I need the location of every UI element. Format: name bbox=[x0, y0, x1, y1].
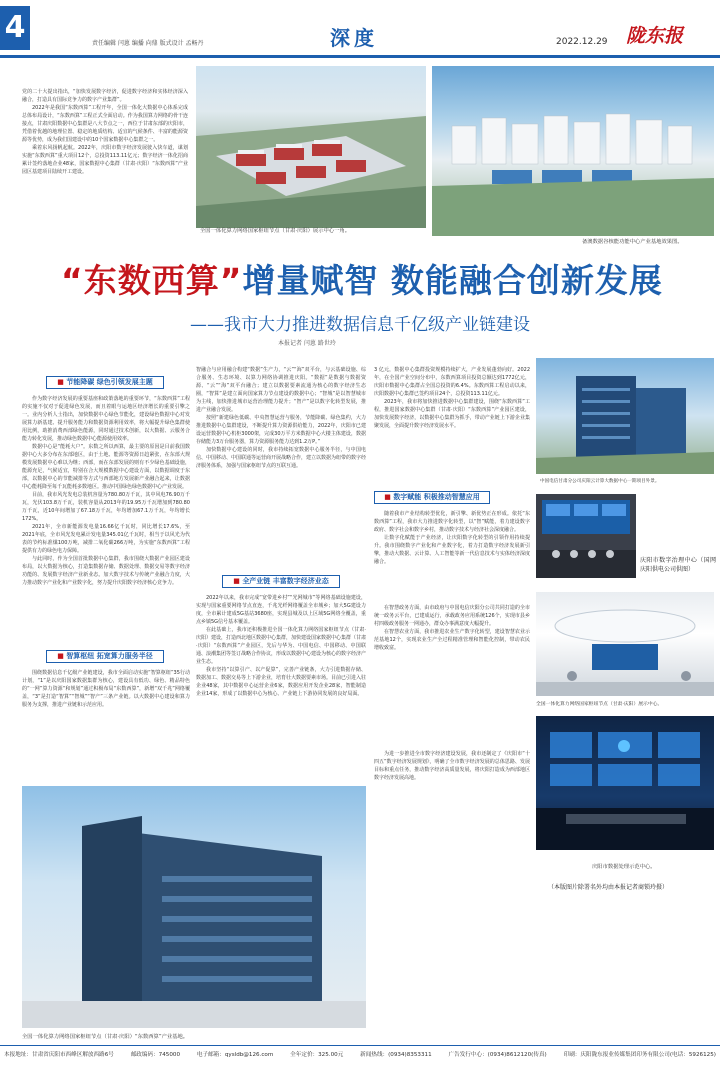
footer-hotline: 新闻热线：(0934)8353311 bbox=[360, 1052, 432, 1058]
col2-para-2: 按照“新建绿色低碳、中央智慧运营与服务，节能降碳、绿色集约，大力推进数据中心集群建设，不断提升算力资源供给能力，2022年，庆阳市已建设运营数据中心机柜3000架，完成30万平方米数据中心大楼主体建设，数据存储能力3万台服务器，算力资源服务能力达到1.2万P。” bbox=[196, 415, 366, 445]
col3-para-7: 为进一步推进全市数字经济建设发展，我市还制定了《庆阳市“十四五”数字经济发展规划》，明确了全市数字经济发展的总体思路、发展目标和重点任务，推动数字经济高质量发展，将庆阳打造成为西部地区数字经济发展高地。 bbox=[374, 751, 530, 781]
col3-para-5: 在智慧政务方面，由市政府与中国电信庆阳分公司共同打造的全市统一政务云平台，已建成运行，承载政务应用系统126个，实现市县乡村四级政务服务一网通办，群众办事满意度大幅提升。 bbox=[374, 605, 530, 627]
digital-governance-photo bbox=[536, 494, 636, 578]
footer-email: 电子邮箱：qysldb@126.com bbox=[196, 1052, 274, 1058]
telecom-datacenter-photo bbox=[536, 358, 714, 474]
col3-text-d bbox=[374, 750, 530, 920]
section-3-heading: ■ 全产业链 丰富数字经济业态 bbox=[222, 575, 340, 588]
section-2-heading: ■ 智算枢纽 拓宽算力服务半径 bbox=[46, 650, 164, 663]
footer-address: 本报地址：甘肃省庆阳市西峰区解放西路6号 bbox=[4, 1052, 114, 1058]
col1-para-6: 围绕数据信息千亿级产业链建设，我市全面启动实施“智算枢纽”35行动计划，“1”是以庆阳国家数据集群为核心，建设具有低功、绿色、精品特色的“一网”算力资源“和规划”通过积极布局“东数西算”，新增“双千兆”网络覆盖，“3”是打造“智算”“智城”“智产”三条产业链。以大数据中心建设和算力服务为支撑，推进产业链和示范应用。 bbox=[22, 670, 190, 708]
col2-para-3: 加快数据中心建设的同时，我市持续拓宽数据中心服务半径，与中国电信、中国移动、中国联通等运营商开展战略合作，建立以数据为纽带的数字经济服务体系，加强与国家枢纽节点的互联互通。 bbox=[196, 447, 366, 469]
governance-photo-caption: 庆阳市数字治理中心（国网庆阳供电公司供图） bbox=[640, 557, 716, 573]
footer-zip: 邮政编码：745000 bbox=[130, 1052, 181, 1058]
headline-rest: 增量赋智 数能融合创新发展 bbox=[242, 261, 663, 300]
col3-para-1: 3 亿元，数据中心集群投资规模持续扩大，产业发展蓬勃向好。2022年，在全国产业空间分布中，东数西算项目投资总额达到1772亿元，庆阳市数据中心集群占全国总投资的6.4%。东数西算工程启动以来，庆阳数据中心集群已签约项目24个，总投资113.11亿元。 bbox=[374, 367, 530, 397]
col1-text-a bbox=[22, 395, 190, 643]
photo-credit-note: （本版图片除署名外均由本报记者商锁玲摄） bbox=[548, 884, 669, 891]
page-footer bbox=[4, 1050, 716, 1058]
newspaper-logo bbox=[624, 22, 704, 53]
col1-para-1: 作为数字经济发展的重要基座和政策落地的重要环节，“东数西算”工程的实施不仅对于促进绿色发展，而且着眼与运地区经济增长的重要引擎之一。业内分析人士指出，加快数据中心绿色节能化，建设绿色数据中心对发展算力新基建、提升服务能力和数据资源利用效率，将大幅提升绿色集群使用比例，助推消费西部绿色能源，同时通过技术创新，以大数据、云服务合能力转化发展，推动绿色数据中心能源使用效率。 bbox=[22, 396, 190, 442]
byline: 本报记者 闫蒽 路世玲 bbox=[278, 340, 336, 347]
base-building-photo bbox=[22, 786, 366, 1028]
col2-para-4: 2022年以来，我市完成“宽带进乡村”“光网城市”等网络基础设施建设，实现与国家重要网络节点直连，千兆光纤网络覆盖全市城乡；加大5G建设力度，全市累计建成5G基站3680座，实现县城及以上区域5G网络全覆盖，重点乡镇5G信号基本覆盖。 bbox=[196, 595, 366, 625]
footer-ad: 广告发行中心：(0934)8612120(传真) bbox=[448, 1052, 547, 1058]
section-1-heading: ■ 节能降碳 绿色引领发展主题 bbox=[46, 376, 164, 389]
issue-date: 2022.12.29 bbox=[556, 37, 608, 47]
footer-price: 全年定价：325.00元 bbox=[290, 1052, 344, 1058]
photo1-caption: 全国一体化算力网络国家枢纽节点（甘肃·庆阳）展示中心一角。 bbox=[200, 228, 350, 234]
headline-quote: “东数西算” bbox=[61, 261, 243, 300]
col1-text-b bbox=[22, 669, 190, 783]
col1-para-3: 目前，我市风光发电总装机容量为780.80万千瓦，其中风电76.90万千瓦，光伏103.8万千瓦，装机容量从2013年的19.95万千瓦增加到780.80万千瓦，近10年间增加了67.18万千瓦，年均增加67.1万千瓦，年均增长172%。 bbox=[22, 492, 190, 522]
intro-para-2: 2022年是我国“东数西算”工程开年，全国一体化大数据中心体系完成总体布局设计，“东数西算”工程正式全面启动。作为我国算力网络的骨干连接点，甘肃庆阳数据中心集群是八大节点之一，西位于甘肃东部的庆阳市，凭借着优越的地理位置、稳定的地质结构、适宜的气候条件、丰富的能源资源等优势，成为我们国建设中的10个国家数据中心集群之一。 bbox=[22, 105, 188, 143]
processing-photo-caption: 庆阳市数据处理示范中心。 bbox=[592, 864, 656, 870]
footer-rule bbox=[0, 1045, 720, 1046]
col3-text-b bbox=[374, 510, 530, 600]
main-headline bbox=[22, 255, 702, 302]
col2-para-6: 我市坚持“以算引产、以产促算”，完善产业链条，大力引进数据存储、数据加工、数据交易等上下游企业，培育壮大数据要素市场。目前已引进入驻企业48家，其中数据中心运营企业6家，数据应用开发企业28家，智能制造企业14家，形成了以数据中心为核心、产业链上下游协同发展的良好局面。 bbox=[196, 667, 366, 697]
svg-text:陇东报: 陇东报 bbox=[626, 25, 684, 47]
col3-text-c bbox=[374, 604, 530, 746]
col3-para-3: 随着我市产业结构转型优化，新引擎、新优势正在形成。依托“东数西算”工程，我市大力推进数字化转型，以“智”赋能，着力建设数字政府、数字社会和数字乡村，推动数字技术与经济社会深度融合。 bbox=[374, 511, 530, 533]
data-processing-photo bbox=[536, 716, 714, 850]
col1-para-4: 2021年，全市新能源发电量16.66亿千瓦时，同比增长17.6%，至2021年底，全市风光发电累计发电量345.01亿千瓦时，相当于以风光为代表的节约标准煤100万吨，减排二氧化碳266万吨，为实施“东数西算”工程提供有力的绿色电力保障。 bbox=[22, 524, 190, 554]
section-title: 深度 bbox=[330, 26, 378, 50]
col2-text-a bbox=[196, 366, 366, 562]
col3-text-a bbox=[374, 366, 530, 476]
col2-para-1: 智融合与应用融合构建“数据”生产力，“云”“海”双平台，与云基础设施、综合服务、生态环境、以算力网络协调推进庆阳。“数据”是数据与数据资源、“云”“海”双平台融合；建立以数据要素流通为核心的数字经济生态圈，“智算”是建立面向国家算力节点建设的数据中心；“智城”是以智慧城市为主线，加快推进城市运营治理能力提升；“智产”是以数字化转型发展，推进产业融合发展。 bbox=[196, 367, 366, 413]
header-rule bbox=[0, 55, 720, 58]
exhibition-center-photo bbox=[536, 592, 714, 696]
col1-para-2: 数据中心是“能耗大户”。东数之所以西算，最主要的原因是目前我国数据中心大多分布在东部地区，由于土地、能源等资源日趋紧张，在东部大规模发展数据中心难以为继；西部，而在东部发展的则有不少绿色基础设施，能源充足，气候适宜，特别在合大规模数据中心建设方面，以数据调度于东部，以数据中心的节能减排等方式与西部地方发展新产业融合起来，让数据中心能耗降至每千瓦能耗多数地区。推动中国绿色绿色数据中心产业发展。 bbox=[22, 444, 190, 490]
bottom-photo-caption: 全国一体化算力网络国家枢纽节点（甘肃·庆阳）“东数西算”产业基地。 bbox=[22, 1034, 189, 1040]
section-4-heading: ■ 数字赋能 积极推动智慧应用 bbox=[374, 491, 490, 504]
page-number: 4 bbox=[0, 6, 30, 50]
park-aerial-photo bbox=[196, 66, 426, 228]
photo2-caption: 备澳数据谷核能功能中心产业基地效果图。 bbox=[582, 239, 683, 245]
col2-para-5: 在此基础上，我市还积极推进全国一体化算力网络国家枢纽节点（甘肃·庆阳）建设，打造西北地区数据中心集群，加快建设国家数据中心集群（甘肃·庆阳）“东数西算”产业园区，先后与华为、中国电信、中国移动、中国联通、浪潮集团等签订战略合作协议，形成以数据中心建设为核心的数字经济产业生态。 bbox=[196, 627, 366, 665]
col3-para-4: 让数字化赋能于产业经济，让庆阳数字化转型的引领作用持续提升。我市围绕数字产业化和产业数字化，着力打造数字经济发展新引擎，推动大数据、云计算、人工智能等新一代信息技术与实体经济深度融合。 bbox=[374, 535, 530, 565]
footer-printer: 印刷：庆阳陇东报业传媒集团印务有限公司(电话：5926125) bbox=[563, 1052, 716, 1058]
col3-para-6: 在智慧农业方面，我市推进农业生产数字化转型，建设智慧农业示范基地12个，实现农业生产全过程精准管理和智能化控制，带动农民增收致富。 bbox=[374, 629, 530, 651]
sub-headline: ——我市大力推进数据信息千亿级产业链建设 bbox=[190, 315, 530, 335]
telecom-photo-caption: 中国电信甘肃分公司庆阳云计算大数据中心一期项目外景。 bbox=[540, 479, 660, 484]
exhibition-photo-caption: 全国一体化算力网络国家枢纽节点（甘肃·庆阳）展示中心。 bbox=[536, 702, 663, 707]
intro-text bbox=[22, 88, 188, 266]
col1-para-5: 与此同时，作为全国首批数据中心集群，我市围绕大数据产业园区建设布局，以大数据为核心，打造集数据存储、数据处理、数据交易等数字经济功能的、发展数字经济产业新业态。加大数字技术与传统产业融合力度，大力推动数字产业化和产业数字化，努力提升庆阳数字经济核心竞争力。 bbox=[22, 556, 190, 586]
col3-para-2: 2023年，我市将加快推进数据中心集群建设，围绕“东数西算”工程，推进国家数据中心集群（甘肃·庆阳）“东数西算”产业园区建设，加快发展数字经济，以数据中心集群为抓手，带动产业链上下游企业集聚发展，全面提升数字经济发展水平。 bbox=[374, 399, 530, 429]
intro-para-1: 党的二十大提出指出，“加快发展数字经济，促进数字经济和实体经济深入融合，打造具有国际竞争力的数字产业集群”。 bbox=[22, 89, 188, 103]
editor-credits: 责任编辑 闫蒽 编播 向鼎 版式设计 孟畅丹 bbox=[92, 40, 204, 47]
intro-para-3: 乘着东风扬帆起航。2022年，庆阳市数字经济发展驶入快车道，谋划实施“东数西算”重大项目12个，总投资113.11亿元；数字经济一体化招商累计签约落地企业48家，国家数据中心集群（甘肃·庆阳）“东数西算”产业园区基建项目陆续开工建设。 bbox=[22, 145, 188, 175]
industry-base-rendering bbox=[432, 66, 714, 236]
